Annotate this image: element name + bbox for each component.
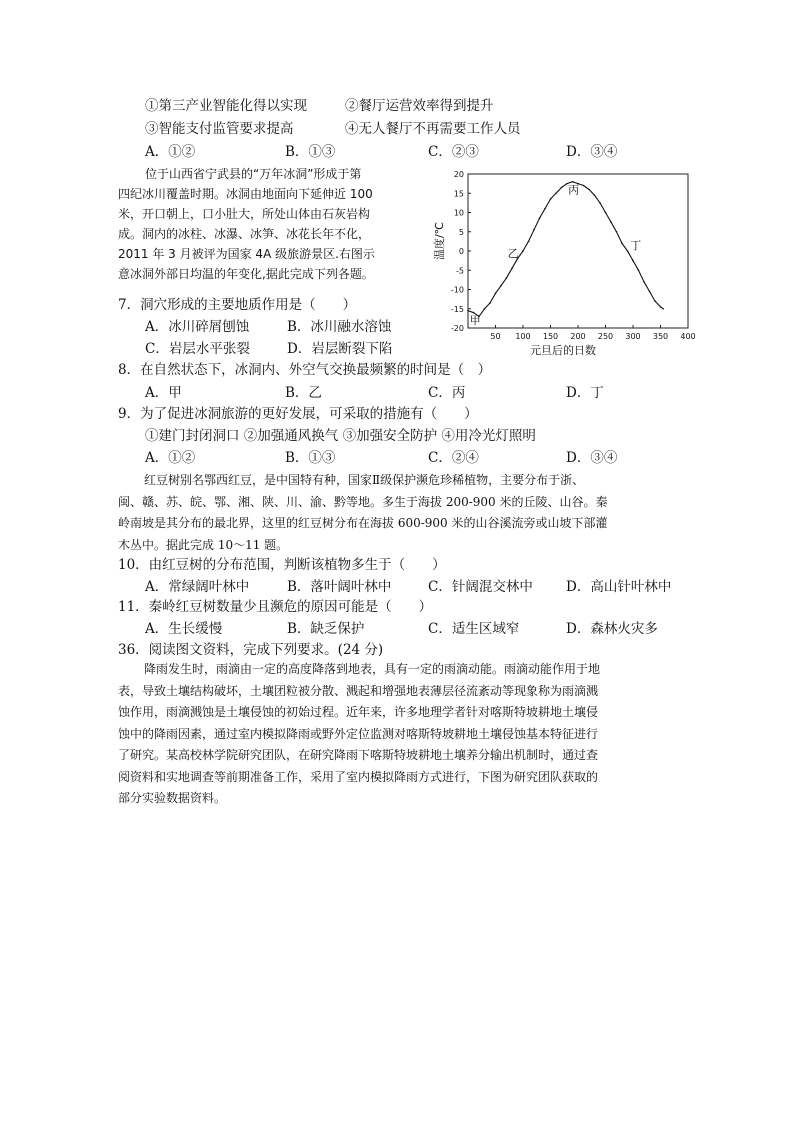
data-point xyxy=(533,229,535,231)
q10-choice-b: B．落叶阔叶林中 xyxy=(287,579,392,595)
data-point xyxy=(522,250,524,252)
passage-line: 成。洞内的冰柱、冰瀑、冰笋、冰花长年不化， xyxy=(118,227,371,241)
data-point xyxy=(605,212,607,214)
q8-stem: 8．在自然状态下，冰洞内、外空气交换最频繁的时间是（ ） xyxy=(118,362,492,378)
passage-line: 表，导致土壤结构破坏，土壤团粒被分散、溅起和增强地表薄层径流紊动等现象称为雨滴溅 xyxy=(118,683,599,698)
passage-line: 蚀作用，雨滴溅蚀是土壤侵蚀的初始过程。近年来，许多地理学者针对喀斯特坡耕地土壤侵 xyxy=(118,705,599,719)
point-label: 丙 xyxy=(568,183,580,197)
data-point xyxy=(662,308,664,310)
passage-line: 木丛中。据此完成 10～11 题。 xyxy=(118,537,289,552)
data-point xyxy=(550,198,552,200)
data-point xyxy=(654,300,656,302)
y-tick-label: 10 xyxy=(453,208,464,218)
passage-line: 米，开口朝上，口小肚大，所处山体由石灰岩构 xyxy=(118,207,371,221)
passage-line: 位于山西省宁武县的“万年冰洞”形成于第 xyxy=(145,167,362,181)
passage-line: 了研究。某高校林学院研究团队，在研究降雨下喀斯特坡耕地土壤养分输出机制时，通过查 xyxy=(118,748,599,762)
y-tick-label: 0 xyxy=(458,247,464,256)
data-point xyxy=(489,302,491,304)
q11-choice-a: A．生长缓慢 xyxy=(145,621,223,637)
data-point xyxy=(555,192,557,194)
q8-choice-a: A．甲 xyxy=(145,385,182,401)
q36-stem: 36．阅读图文资料，完成下列要求。(24 分) xyxy=(118,642,384,658)
data-point xyxy=(484,308,486,310)
data-point xyxy=(627,250,629,252)
y-tick-label: 5 xyxy=(458,227,464,237)
x-tick-label: 100 xyxy=(515,332,531,341)
plot-frame xyxy=(468,174,688,328)
chart-axes xyxy=(432,170,696,357)
passage-line: 意冰洞外部日均温的年变化,据此完成下列各题。 xyxy=(118,267,374,281)
data-point xyxy=(506,277,508,279)
point-label: 甲 xyxy=(469,314,481,328)
chart-annotations xyxy=(470,183,642,327)
data-point xyxy=(544,208,546,210)
q6-option-4: ④无人餐厅不再需要工作人员 xyxy=(345,121,521,137)
q7-choice-a: A．冰川碎屑刨蚀 xyxy=(145,319,250,335)
data-point xyxy=(561,187,563,189)
q6-choice-d: D．③④ xyxy=(566,144,618,160)
q10-choice-c: C．针阔混交林中 xyxy=(428,579,533,595)
passage-rain-erosion xyxy=(118,659,678,810)
passage-line: 降雨发生时，雨滴由一定的高度降落到地表，具有一定的雨滴动能。雨滴动能作用于地 xyxy=(144,662,601,676)
x-tick-label: 300 xyxy=(625,332,641,341)
passage-line: 蚀中的降雨因素，通过室内模拟降雨或野外定位监测对喀斯特坡耕地土壤侵蚀基本特征进行 xyxy=(118,726,599,741)
passage-red-bean-tree xyxy=(118,470,678,556)
passage-line: 阅资料和实地调查等前期准备工作，采用了室内模拟降雨方式进行，下图为研究团队获取的 xyxy=(118,769,599,784)
data-point xyxy=(649,291,651,293)
data-point xyxy=(610,221,612,223)
passage-line: 部分实验数据资料。 xyxy=(118,791,227,805)
passage-line: 红豆树别名鄂西红豆，是中国特有种，国家Ⅱ级保护濒危珍稀植物，主要分布于浙、 xyxy=(144,473,585,487)
q9-options: ①建门封闭洞口 ②加强通风换气 ③加强安全防护 ④用冷光灯照明 xyxy=(145,428,536,444)
passage-line: 四纪冰川覆盖时期。冰洞由地面向下延伸近 100 xyxy=(118,187,373,201)
q9-stem: 9．为了促进冰洞旅游的更好发展，可采取的措施有（ ） xyxy=(118,406,478,422)
q8-choice-b: B．乙 xyxy=(285,385,322,401)
y-tick-label: -5 xyxy=(456,266,464,276)
q10-stem: 10．由红豆树的分布范围，判断该植物多生于（ ） xyxy=(118,557,446,573)
data-point xyxy=(594,194,596,196)
x-tick-label: 50 xyxy=(490,332,501,341)
data-point xyxy=(511,268,513,270)
q6-choice-c: C．②③ xyxy=(428,144,479,160)
q11-choice-b: B．缺乏保护 xyxy=(287,621,365,637)
passage-line: 闽、赣、苏、皖、鄂、湘、陕、川、渝、黔等地。多生于海拔 200-900 米的丘陵、山谷。秦 xyxy=(118,494,608,509)
q6-option-2: ②餐厅运营效率得到提升 xyxy=(345,98,494,114)
q10-choice-d: D．高山针叶林中 xyxy=(566,579,672,595)
passage-line: 岭南坡是其分布的最北界，这里的红豆树分布在海拔 600-900 米的山谷溪流旁或山坡下部灌 xyxy=(118,516,608,530)
y-tick-label: -20 xyxy=(450,324,464,333)
q8-choice-d: D．丁 xyxy=(566,385,604,401)
q7-choice-b: B．冰川融水溶蚀 xyxy=(287,319,392,335)
q7-choice-d: D．岩层断裂下陷 xyxy=(287,341,393,357)
y-axis-label: 温度/℃ xyxy=(433,221,446,261)
q11-choice-c: C．适生区域窄 xyxy=(428,621,520,637)
q6-choice-b: B．①③ xyxy=(285,144,336,160)
data-point xyxy=(588,189,590,191)
passage-ice-cave xyxy=(118,164,428,284)
x-tick-label: 200 xyxy=(570,332,586,341)
x-tick-label: 350 xyxy=(652,332,669,341)
point-label: 乙 xyxy=(507,246,519,260)
data-point xyxy=(616,231,618,233)
x-tick-label: 150 xyxy=(542,332,559,341)
data-point xyxy=(638,269,640,271)
data-point xyxy=(500,285,502,287)
x-tick-label: 400 xyxy=(680,332,696,341)
data-point xyxy=(660,306,662,308)
data-point xyxy=(539,217,541,219)
q6-option-1: ①第三产业智能化得以实现 xyxy=(145,98,307,114)
q11-stem: 11．秦岭红豆树数量少且濒危的原因可能是（ ） xyxy=(118,599,433,615)
data-point xyxy=(599,202,601,204)
q9-choice-b: B．①③ xyxy=(285,450,336,466)
q8-choice-c: C．丙 xyxy=(428,385,466,401)
y-tick-label: 15 xyxy=(453,189,464,199)
q9-choice-d: D．③④ xyxy=(566,450,618,466)
data-point xyxy=(572,181,574,183)
data-point xyxy=(495,293,497,295)
point-label: 丁 xyxy=(630,239,642,253)
y-tick-label: 20 xyxy=(453,170,464,179)
q10-choice-a: A．常绿阔叶林中 xyxy=(145,579,250,595)
x-axis-label: 元旦后的日数 xyxy=(530,344,596,357)
q11-choice-d: D．森林火灾多 xyxy=(566,621,658,637)
q6-option-3: ③智能支付监管要求提高 xyxy=(145,121,294,137)
data-point xyxy=(643,281,645,283)
data-point xyxy=(528,241,530,243)
data-point xyxy=(632,260,634,262)
temperature-chart xyxy=(430,165,710,360)
q7-choice-c: C．岩层水平张裂 xyxy=(145,341,250,357)
y-tick-label: -15 xyxy=(450,304,464,314)
passage-line: 2011 年 3 月被评为国家 4A 级旅游景区.右图示 xyxy=(118,247,375,261)
q7-stem: 7．洞穴形成的主要地质作用是（ ） xyxy=(118,297,357,313)
q9-choice-a: A．①② xyxy=(145,450,196,466)
y-tick-label: -10 xyxy=(450,285,464,295)
data-point xyxy=(621,243,623,245)
data-point xyxy=(583,185,585,187)
x-tick-label: 250 xyxy=(597,332,614,341)
data-point xyxy=(467,310,469,312)
q6-choice-a: A．①② xyxy=(145,144,196,160)
q9-choice-c: C．②④ xyxy=(428,450,479,466)
